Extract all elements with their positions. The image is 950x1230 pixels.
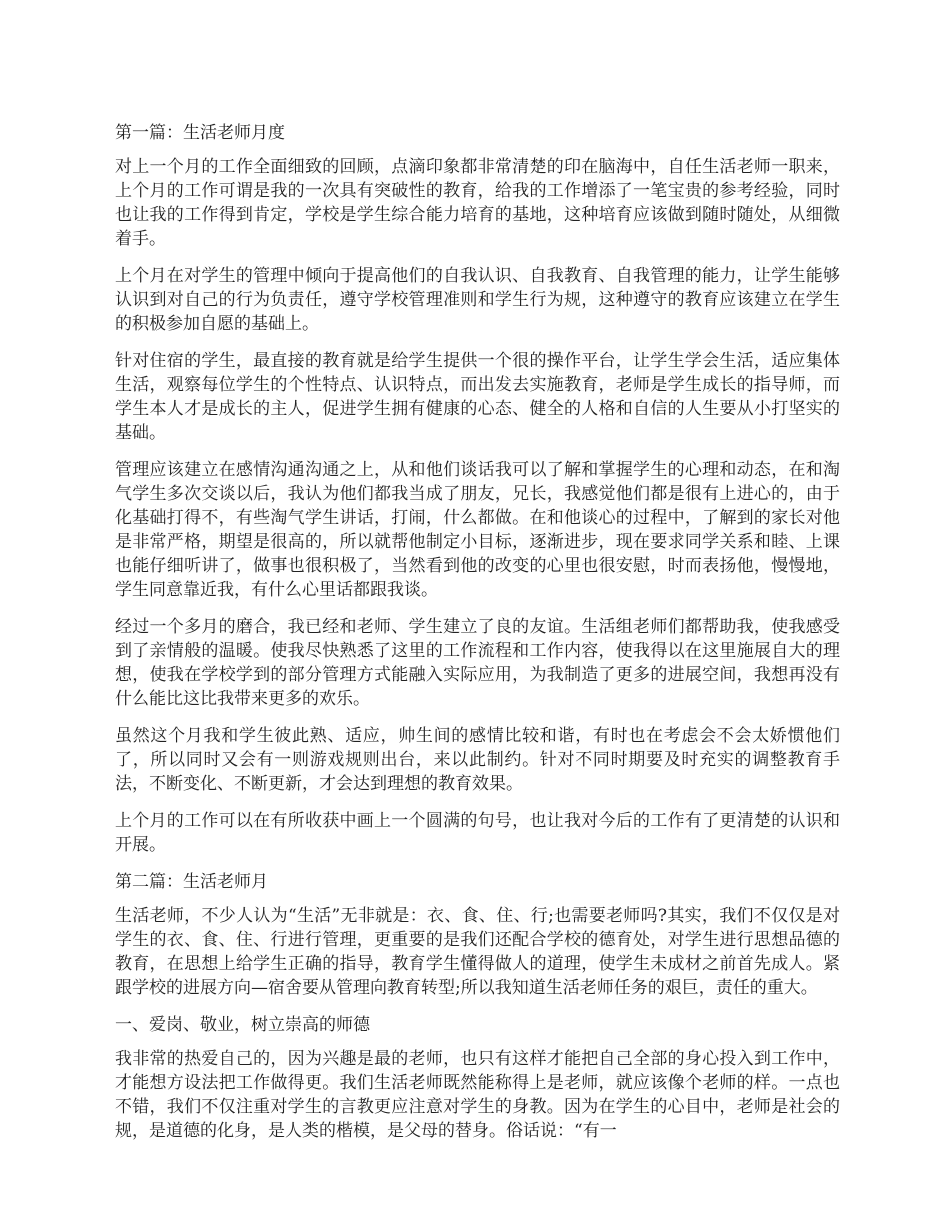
paragraph-6: 虽然这个月我和学生彼此熟、适应，帅生间的感情比较和谐，有时也在考虑会不会太娇惯他们了，所以同时又会有一则游戏规则出台，来以此制约。针对不同时期要及时充实的调整教育手法，不断变化、不断更新，才会达到理想的教育效果。 [115,726,840,794]
paragraph-5: 经过一个多月的磨合，我已经和老师、学生建立了良的友谊。生活组老师们都帮助我，使我感受到了亲情般的温暖。使我尽快熟悉了这里的工作流程和工作内容，使我得以在这里施展自大的理想，使我在学校学到的部分管理方式能融入实际应用，为我制造了更多的进展空间，我想再没有什么能比这比我带来更多的欢乐。 [115,617,840,709]
paragraph-3: 针对住宿的学生，最直接的教育就是给学生提供一个很的操作平台，让学生学会生活，适应集体生活，观察每位学生的个性特点、认识特点，而出发去实施教育，老师是学生成长的指导师，而学生本人才是成长的主人，促进学生拥有健康的心态、健全的人格和自信的人生要从小打坚实的基础。 [115,351,840,443]
section-1-title: 第一篇：生活老师月度 [115,123,285,143]
paragraph-8: 生活老师，不少人认为“生活”无非就是：衣、食、住、行;也需要老师吗?其实，我们不仅仅是对学生的衣、食、住、行进行管理，更重要的是我们还配合学校的德育处，对学生进行思想品德的教育，在思想上给学生正确的指导，教育学生懂得做人的道理，使学生未成材之前首先成人。紧跟学校的进展方向—宿舍要从管理向教育转型;所以我知道生活老师任务的艰巨，责任的重大。 [115,906,840,998]
paragraph-4: 管理应该建立在感情沟通沟通之上，从和他们谈话我可以了解和掌握学生的心理和动态，在和淘气学生多次交谈以后，我认为他们都我当成了朋友，兄长，我感觉他们都是很有上进心的，由于化基础打得不，有些淘气学生讲话，打闹，什么都做。在和他谈心的过程中，了解到的家长对他是非常严格，期望是很高的，所以就帮他制定小目标，逐渐进步，现在要求同学关系和睦、上课也能仔细听讲了，做事也很积极了，当然看到他的改变的心里也很安慰，时而表扬他，慢慢地，学生同意靠近我，有什么心里话都跟我谈。 [115,460,840,600]
paragraph-1: 对上一个月的工作全面细致的回顾，点滴印象都非常清楚的印在脑海中，自任生活老师一职来，上个月的工作可谓是我的一次具有突破性的教育，给我的工作增添了一笔宝贵的参考经验，同时也让我的工作得到肯定，学校是学生综合能力培育的基地，这种培育应该做到随时随处，从细微着手。 [115,157,840,249]
paragraph-9: 我非常的热爱自己的，因为兴趣是最的老师，也只有这样才能把自己全部的身心投入到工作中，才能想方设法把工作做得更。我们生活老师既然能称得上是老师，就应该像个老师的样。一点也不错，我们不仅注重对学生的言教更应注意对学生的身教。因为在学生的心目中，老师是社会的规，是道德的化身，是人类的楷模，是父母的替身。俗话说：“有一 [115,1049,840,1141]
document-page [115,121,840,1156]
subheading-1: 一、爱岗、敬业，树立崇高的师德 [115,1015,370,1035]
paragraph-7: 上个月的工作可以在有所收获中画上一个圆满的句号，也让我对今后的工作有了更清楚的认识和开展。 [115,811,840,855]
section-2-title: 第二篇：生活老师月 [115,872,268,892]
paragraph-2: 上个月在对学生的管理中倾向于提高他们的自我认识、自我教育、自我管理的能力，让学生能够认识到对自己的行为负责任，遵守学校管理准则和学生行为规，这种遵守的教育应该建立在学生的积极参加自愿的基础上。 [115,266,840,334]
